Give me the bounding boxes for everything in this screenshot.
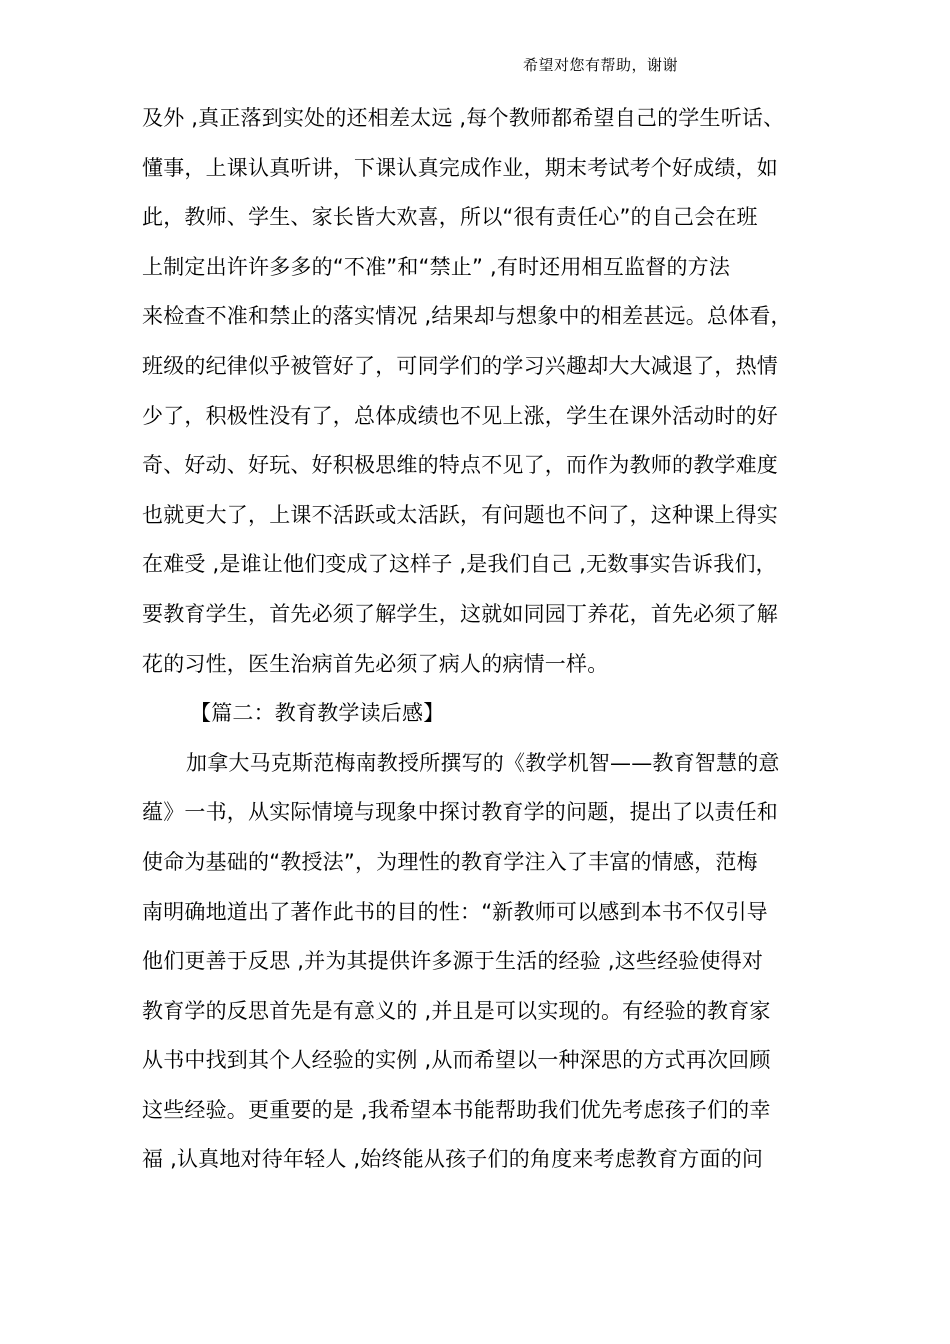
text-line: 也就更大了，上课不活跃或太活跃，有问题也不问了，这种课上得实 — [142, 502, 778, 527]
text-line: 加拿大马克斯范梅南教授所撰写的《教学机智——教育智慧的意 — [186, 750, 780, 775]
text-line: 上制定出许许多多的“不准”和“禁止” ,有时还用相互监督的方法 — [142, 254, 731, 279]
section-heading: 【篇二：教育教学读后感】 — [190, 701, 445, 726]
text-line: 从书中找到其个人经验的实例 ,从而希望以一种深思的方式再次回顾 — [142, 1048, 771, 1073]
text-line: 南明确地道出了著作此书的目的性：“新教师可以感到本书不仅引导 — [142, 899, 768, 924]
text-line: 花的习性，医生治病首先必须了病人的病情一样。 — [142, 651, 609, 676]
text-line: 来检查不准和禁止的落实情况 ,结果却与想象中的相差甚远。总体看， — [142, 304, 792, 329]
text-line: 使命为基础的“教授法”，为理性的教育学注入了丰富的情感，范梅 — [142, 849, 758, 874]
text-line: 奇、好动、好玩、好积极思维的特点不见了，而作为教师的教学难度 — [142, 453, 778, 478]
body-text — [142, 94, 822, 1185]
text-line: 要教育学生，首先必须了解学生，这就如同园丁养花，首先必须了解 — [142, 601, 778, 626]
text-line: 懂事，上课认真听讲，下课认真完成作业，期末考试考个好成绩，如 — [142, 155, 778, 180]
text-line: 少了，积极性没有了，总体成绩也不见上涨，学生在课外活动时的好 — [142, 403, 778, 428]
text-line: 此，教师、学生、家长皆大欢喜，所以“很有责任心”的自己会在班 — [142, 205, 758, 230]
text-line: 他们更善于反思 ,并为其提供许多源于生活的经验 ,这些经验使得对 — [142, 949, 764, 974]
text-line: 及外 ,真正落到实处的还相差太远 ,每个教师都希望自己的学生听话、 — [142, 106, 785, 130]
text-line: 教育学的反思首先是有意义的 ,并且是可以实现的。有经验的教育家 — [142, 998, 771, 1023]
text-line: 福 ,认真地对待年轻人 ,始终能从孩子们的角度来考虑教育方面的问 — [142, 1147, 764, 1172]
text-line: 在难受 ,是谁让他们变成了这样子 ,是我们自己 ,无数事实告诉我们， — [142, 552, 777, 577]
page-header: 希望对您有帮助，谢谢 — [523, 56, 679, 74]
text-line: 班级的纪律似乎被管好了，可同学们的学习兴趣却大大减退了，热情 — [142, 353, 778, 378]
text-line: 这些经验。更重要的是 ,我希望本书能帮助我们优先考虑孩子们的幸 — [142, 1097, 771, 1122]
text-line: 蕴》一书，从实际情境与现象中探讨教育学的问题，提出了以责任和 — [142, 800, 778, 825]
